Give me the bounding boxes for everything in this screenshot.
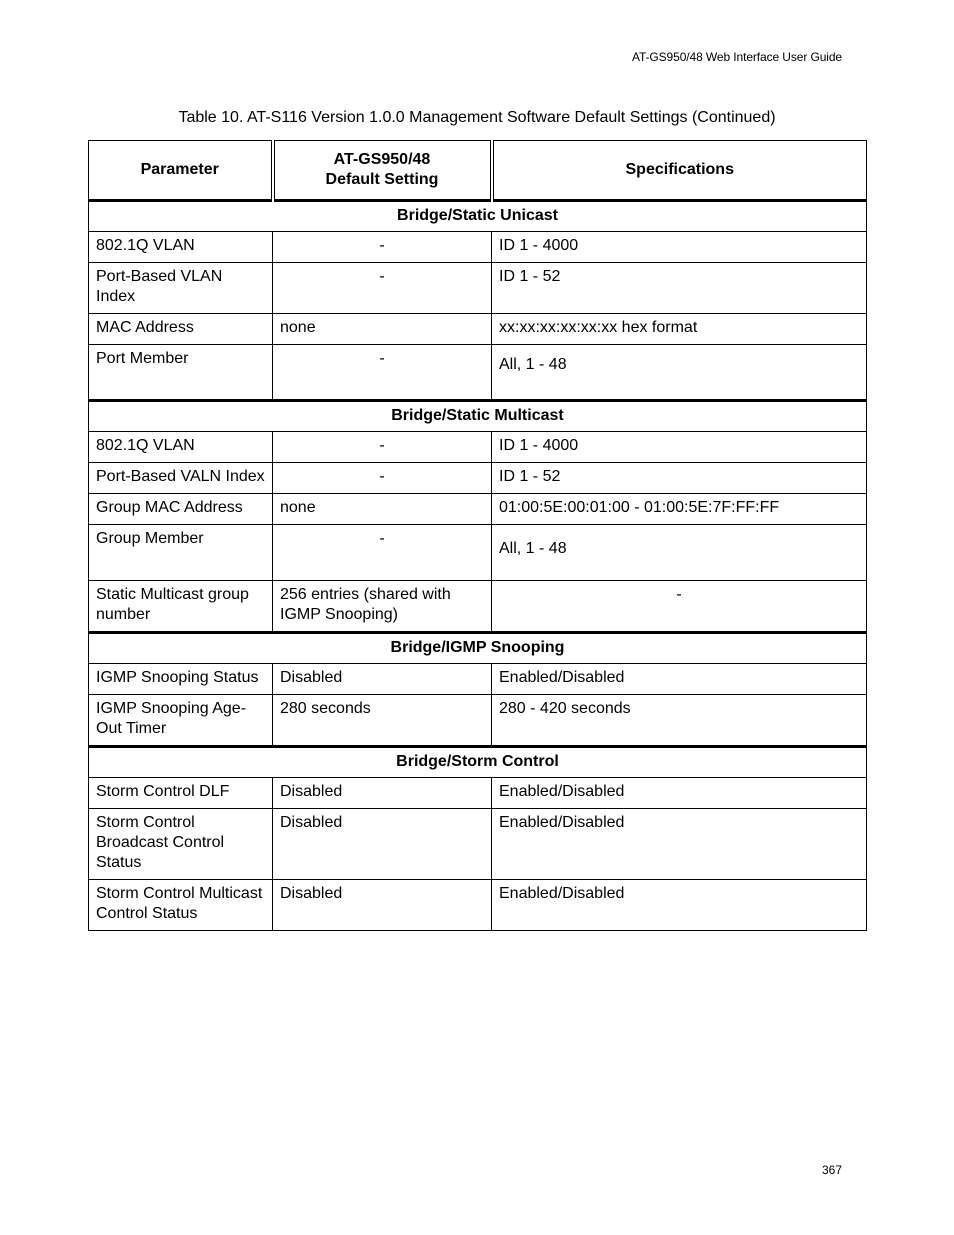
cell-parameter: Storm Control DLF [89, 778, 273, 809]
cell-spec: 01:00:5E:00:01:00 - 01:00:5E:7F:FF:FF [492, 494, 867, 525]
column-header-default-setting [273, 141, 492, 201]
section-header-row [89, 201, 867, 232]
cell-parameter: 802.1Q VLAN [89, 232, 273, 263]
table-row [89, 232, 867, 263]
cell-parameter: IGMP Snooping Age-Out Timer [89, 695, 273, 747]
table-row [89, 345, 867, 401]
cell-parameter: MAC Address [89, 314, 273, 345]
cell-default: - [273, 463, 492, 494]
cell-spec: ID 1 - 4000 [492, 432, 867, 463]
cell-spec: ID 1 - 4000 [492, 232, 867, 263]
cell-default: Disabled [273, 880, 492, 931]
cell-spec: Enabled/Disabled [492, 664, 867, 695]
section-title: Bridge/Static Multicast [89, 401, 867, 432]
section-title: Bridge/Static Unicast [89, 201, 867, 232]
column-header-parameter: Parameter [89, 141, 273, 201]
table-row [89, 695, 867, 747]
column-header-specifications: Specifications [492, 141, 867, 201]
table-row [89, 263, 867, 314]
table-row [89, 314, 867, 345]
cell-parameter: Port Member [89, 345, 273, 401]
cell-default: - [273, 263, 492, 314]
running-header: AT-GS950/48 Web Interface User Guide [631, 50, 842, 64]
default-settings-table [88, 140, 867, 931]
cell-spec: Enabled/Disabled [492, 778, 867, 809]
cell-default: - [273, 432, 492, 463]
column-header-default-line1: AT-GS950/48 [333, 151, 431, 168]
cell-default: Disabled [273, 809, 492, 880]
cell-spec: 280 - 420 seconds [492, 695, 867, 747]
cell-spec: - [492, 581, 867, 633]
section-title: Bridge/Storm Control [89, 747, 867, 778]
table-row [89, 494, 867, 525]
cell-default: Disabled [273, 778, 492, 809]
table-row [89, 809, 867, 880]
cell-parameter: Port-Based VLAN Index [89, 263, 273, 314]
cell-default: Disabled [273, 664, 492, 695]
cell-default: 256 entries (shared with IGMP Snooping) [273, 581, 492, 633]
cell-spec: ID 1 - 52 [492, 263, 867, 314]
cell-default: - [273, 232, 492, 263]
cell-parameter: Group Member [89, 525, 273, 581]
table-row [89, 664, 867, 695]
section-header-row [89, 633, 867, 664]
table-row [89, 778, 867, 809]
section-header-row [89, 401, 867, 432]
cell-default: none [273, 314, 492, 345]
cell-parameter: IGMP Snooping Status [89, 664, 273, 695]
cell-spec: Enabled/Disabled [492, 880, 867, 931]
table-header-row [89, 141, 867, 201]
cell-parameter: Static Multicast group number [89, 581, 273, 633]
cell-spec: ID 1 - 52 [492, 463, 867, 494]
cell-spec: xx:xx:xx:xx:xx:xx hex format [492, 314, 867, 345]
cell-default: 280 seconds [273, 695, 492, 747]
table-row [89, 525, 867, 581]
cell-parameter: Storm Control Multicast Control Status [89, 880, 273, 931]
cell-parameter: Group MAC Address [89, 494, 273, 525]
table-row [89, 880, 867, 931]
cell-spec: All, 1 - 48 [492, 345, 867, 401]
cell-default: - [273, 345, 492, 401]
table-row [89, 432, 867, 463]
table-row [89, 463, 867, 494]
cell-default: - [273, 525, 492, 581]
cell-parameter: Port-Based VALN Index [89, 463, 273, 494]
cell-spec: All, 1 - 48 [492, 525, 867, 581]
page-number: 367 [821, 1163, 842, 1177]
table-caption: Table 10. AT-S116 Version 1.0.0 Management Software Default Settings (Continued) [178, 109, 776, 126]
cell-default: none [273, 494, 492, 525]
cell-spec: Enabled/Disabled [492, 809, 867, 880]
cell-parameter: 802.1Q VLAN [89, 432, 273, 463]
section-header-row [89, 747, 867, 778]
section-title: Bridge/IGMP Snooping [89, 633, 867, 664]
cell-parameter: Storm Control Broadcast Control Status [89, 809, 273, 880]
table-row [89, 581, 867, 633]
column-header-default-line2: Default Setting [325, 171, 439, 188]
